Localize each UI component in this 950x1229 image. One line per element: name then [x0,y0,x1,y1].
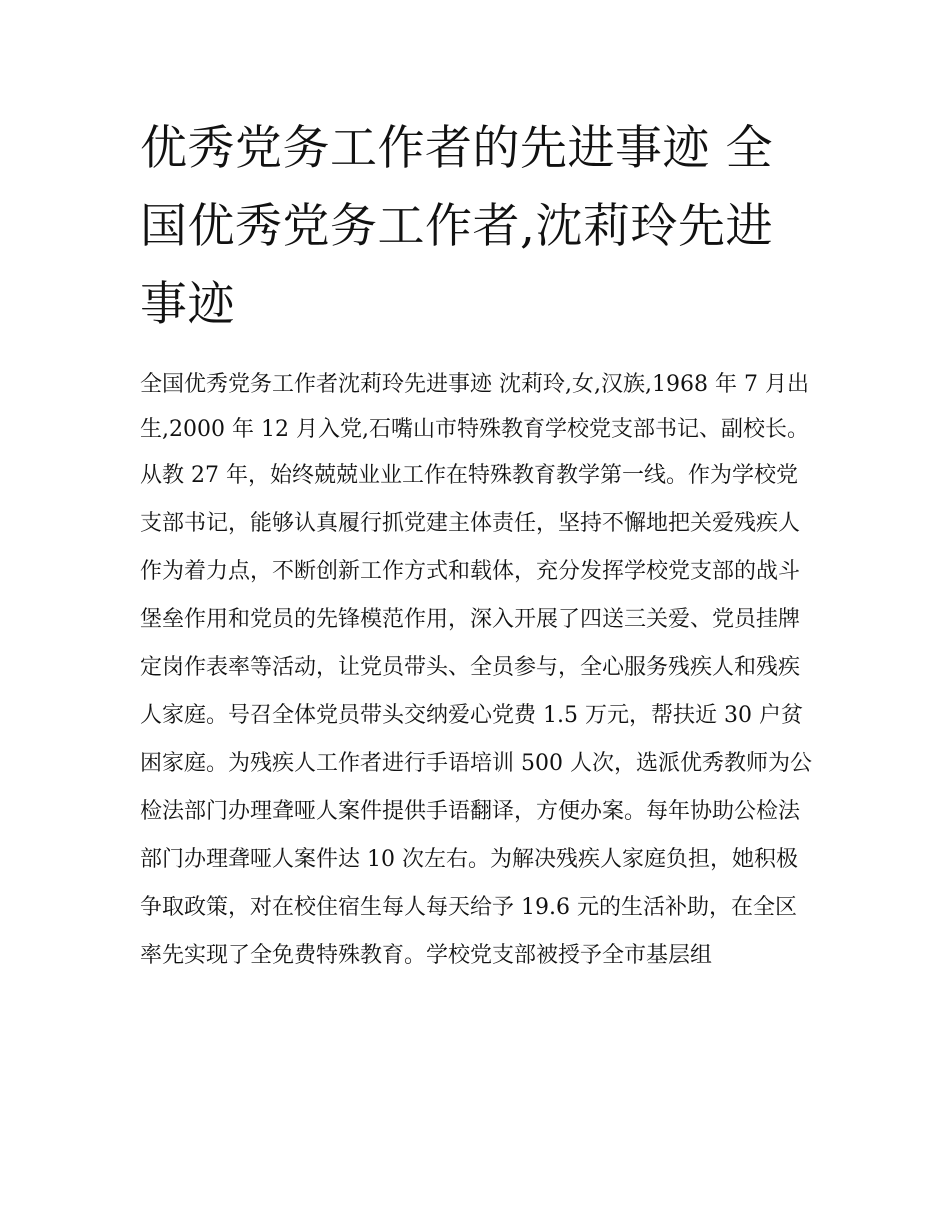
intro-paragraph: 全国优秀党务工作者沈莉玲先进事迹 沈莉玲,女,汉族,1968 年 7 月出生,2000 年 12 月入党,石嘴山市特殊教育学校党支部书记、副校长。 [140,372,809,442]
document-page [140,110,812,980]
body-paragraph: 从教 27 年，始终兢兢业业工作在特殊教育教学第一线。作为学校党支部书记，能够认真履行抓党建主体责任，坚持不懈地把关爱残疾人作为着力点，不断创新工作方式和载体，充分发挥学校党支部的战斗堡垒作用和党员的先锋模范作用，深入开展了四送三关爱、党员挂牌定岗作表率等活动，让党员带头、全员参与，全心服务残疾人和残疾人家庭。号召全体党员带头交纳爱心党费 1.5 万元，帮扶近 30 户贫困家庭。为残疾人工作者进行手语培训 500 人次，选派优秀教师为公检法部门办理聋哑人案件提供手语翻译，方便办案。每年协助公检法部门办理聋哑人案件达 10 次左右。为解决残疾人家庭负担，她积极争取政策，对在校住宿生每人每天给予 19.6 元的生活补助，在全区率先实现了全免费特殊教育。学校党支部被授予全市基层组 [140,463,812,968]
document-title: 优秀党务工作者的先进事迹 全国优秀党务工作者,沈莉玲先进事迹 [140,121,773,332]
